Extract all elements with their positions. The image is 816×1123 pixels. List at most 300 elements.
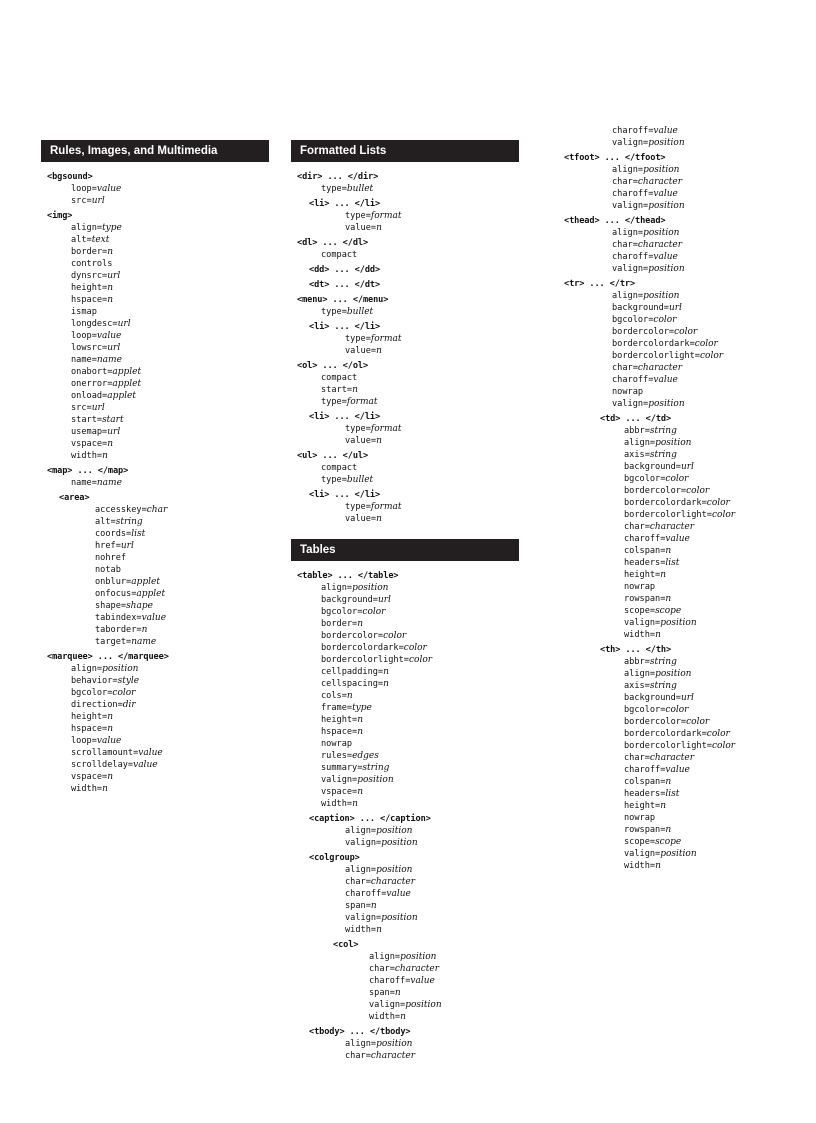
- attribute-value: applet: [112, 367, 142, 377]
- attribute-name: headers: [624, 789, 661, 799]
- attribute-value: list: [131, 529, 146, 539]
- attribute-value: position: [655, 438, 692, 448]
- attribute-name: align: [345, 865, 371, 875]
- equals-sign: =: [102, 391, 108, 401]
- attribute-name: bordercolor: [624, 717, 681, 727]
- equals-sign: =: [102, 283, 108, 293]
- attribute-value: applet: [107, 391, 136, 401]
- element-tag: [558, 278, 798, 290]
- attribute-entry: [41, 588, 269, 600]
- attribute-entry: [291, 333, 519, 345]
- attribute-name: src: [71, 196, 87, 206]
- attribute-entry: [558, 776, 798, 788]
- attribute-value: string: [649, 657, 677, 667]
- attribute-name: height: [321, 715, 353, 725]
- attribute-value: value: [141, 613, 167, 623]
- attribute-entry: [41, 402, 269, 414]
- equals-sign: =: [680, 486, 687, 496]
- attribute-entry: [41, 390, 269, 402]
- element-tag: [291, 198, 519, 210]
- attribute-value: position: [648, 264, 685, 274]
- attribute-value: style: [117, 676, 140, 686]
- attribute-name: border: [321, 619, 353, 629]
- attribute-name: align: [612, 228, 638, 238]
- attribute-value: n: [107, 712, 114, 722]
- attribute-entry: [558, 557, 798, 569]
- attribute-value: character: [649, 753, 695, 763]
- attribute-name: align: [624, 669, 650, 679]
- attribute-entry: [558, 497, 798, 509]
- attribute-name: summary: [321, 763, 358, 773]
- attribute-name: scope: [624, 606, 650, 616]
- attribute-name: valign: [612, 201, 644, 211]
- attribute-value: color: [112, 688, 136, 698]
- equals-sign: =: [649, 669, 656, 679]
- equals-sign: =: [91, 355, 97, 365]
- attribute-name: valign: [624, 849, 656, 859]
- attribute-entry: [41, 636, 269, 648]
- attribute-name: value: [345, 223, 371, 233]
- attribute-value: n: [383, 679, 389, 689]
- element-tag: [291, 939, 519, 951]
- equals-sign: =: [675, 693, 681, 703]
- element-tag: [291, 171, 519, 183]
- equals-sign: =: [376, 913, 382, 923]
- element-tag: [41, 465, 269, 477]
- attribute-value: string: [362, 763, 390, 773]
- attribute-name: bordercolorlight: [321, 655, 404, 665]
- equals-sign: =: [346, 703, 353, 713]
- tag-name: <dir> ... </dir>: [297, 172, 379, 182]
- attribute-entry: [558, 425, 798, 437]
- attribute-name: compact: [321, 373, 358, 383]
- attribute-name: nowrap: [624, 813, 656, 823]
- attribute-value: position: [357, 775, 394, 785]
- equals-sign: =: [365, 502, 371, 512]
- tag-name: <dt> ... </dt>: [309, 280, 381, 290]
- attribute-entry: [291, 726, 519, 738]
- attribute-name: headers: [624, 558, 661, 568]
- equals-sign: =: [91, 736, 97, 746]
- attribute-entry: [291, 876, 519, 888]
- attribute-name: value: [345, 514, 371, 524]
- equals-sign: =: [660, 705, 666, 715]
- attribute-entry: [291, 888, 519, 900]
- attribute-entry: [41, 711, 269, 723]
- attribute-value: n: [107, 295, 114, 305]
- attribute-value: character: [394, 964, 440, 974]
- attribute-name: cellspacing: [321, 679, 378, 689]
- attribute-entry: [291, 384, 519, 396]
- attribute-name: behavior: [71, 676, 113, 686]
- equals-sign: =: [107, 379, 113, 389]
- equals-sign: =: [370, 865, 377, 875]
- attribute-value: value: [96, 331, 122, 341]
- attribute-value: list: [665, 558, 680, 568]
- attribute-name: charoff: [612, 375, 649, 385]
- attribute-name: axis: [624, 681, 645, 691]
- attribute-value: type: [102, 223, 122, 233]
- attribute-value: n: [107, 772, 114, 782]
- attribute-value: n: [376, 346, 382, 356]
- equals-sign: =: [403, 655, 409, 665]
- attribute-name: bgcolor: [612, 315, 649, 325]
- tag-name: <marquee> ... </marquee>: [47, 652, 169, 662]
- attribute-name: alt: [95, 517, 111, 527]
- attribute-name: valign: [612, 399, 644, 409]
- attribute-name: char: [612, 240, 633, 250]
- tag-name: <menu> ... </menu>: [297, 295, 389, 305]
- attribute-name: compact: [321, 250, 358, 260]
- attribute-entry: [41, 516, 269, 528]
- attribute-entry: [41, 195, 269, 207]
- attribute-entry: [291, 594, 519, 606]
- element-tag: [291, 570, 519, 582]
- equals-sign: =: [110, 517, 116, 527]
- attribute-value: url: [680, 693, 694, 703]
- attribute-value: string: [649, 450, 677, 460]
- attribute-name: loop: [71, 184, 92, 194]
- attribute-name: frame: [321, 703, 347, 713]
- attribute-value: url: [91, 196, 105, 206]
- equals-sign: =: [660, 558, 666, 568]
- attribute-value: shape: [126, 601, 153, 611]
- attribute-entry: [41, 438, 269, 450]
- element-tag: [291, 237, 519, 249]
- attribute-name: controls: [71, 259, 113, 269]
- attribute-value: name: [96, 355, 122, 365]
- equals-sign: =: [341, 184, 347, 194]
- attribute-value: n: [655, 861, 661, 871]
- attribute-name: width: [321, 799, 347, 809]
- attribute-entry: [558, 251, 798, 263]
- equals-sign: =: [660, 777, 666, 787]
- attribute-entry: [558, 137, 798, 149]
- attribute-entry: [558, 449, 798, 461]
- attribute-entry: [291, 1050, 519, 1062]
- attribute-name: onblur: [95, 577, 127, 587]
- attribute-value: value: [653, 189, 678, 199]
- attribute-entry: [41, 771, 269, 783]
- attribute-name: type: [321, 397, 342, 407]
- equals-sign: =: [126, 577, 132, 587]
- attribute-entry: [41, 783, 269, 795]
- equals-sign: =: [644, 522, 650, 532]
- attribute-value: color: [665, 474, 689, 484]
- equals-sign: =: [377, 631, 384, 641]
- attribute-value: color: [711, 741, 736, 751]
- attribute-name: valign: [612, 264, 644, 274]
- equals-sign: =: [706, 741, 712, 751]
- equals-sign: =: [643, 264, 649, 274]
- equals-sign: =: [643, 138, 649, 148]
- attribute-name: valign: [624, 618, 656, 628]
- equals-sign: =: [637, 228, 644, 238]
- attribute-value: value: [96, 736, 122, 746]
- attribute-name: type: [345, 211, 366, 221]
- equals-sign: =: [377, 679, 384, 689]
- attribute-entry: [291, 474, 519, 486]
- attribute-name: rowspan: [624, 594, 661, 604]
- equals-sign: =: [102, 343, 108, 353]
- tag-name: <tfoot> ... </tfoot>: [564, 153, 666, 163]
- attribute-value: string: [115, 517, 143, 527]
- attribute-entry: [291, 825, 519, 837]
- attribute-value: n: [141, 625, 148, 635]
- attribute-value: dir: [122, 700, 136, 710]
- attribute-value: n: [660, 570, 667, 580]
- attribute-name: width: [624, 630, 650, 640]
- attribute-name: span: [345, 901, 366, 911]
- attribute-name: abbr: [624, 657, 645, 667]
- attribute-name: align: [345, 1039, 371, 1049]
- attribute-value: position: [648, 138, 685, 148]
- attribute-name: char: [624, 753, 645, 763]
- attribute-entry: [558, 740, 798, 752]
- equals-sign: =: [660, 534, 666, 544]
- attribute-name: charoff: [624, 765, 661, 775]
- tag-name: <tbody> ... </tbody>: [309, 1027, 411, 1037]
- equals-sign: =: [649, 606, 656, 616]
- attribute-name: cols: [321, 691, 342, 701]
- attribute-entry: [291, 642, 519, 654]
- equals-sign: =: [102, 427, 108, 437]
- attribute-entry: [291, 702, 519, 714]
- attribute-name: name: [71, 478, 92, 488]
- attribute-value: value: [133, 760, 158, 770]
- attribute-value: url: [107, 271, 121, 281]
- equals-sign: =: [648, 315, 654, 325]
- element-tag: [291, 321, 519, 333]
- attribute-value: value: [653, 252, 678, 262]
- attribute-value: format: [370, 334, 402, 344]
- attribute-entry: [41, 600, 269, 612]
- attribute-entry: [558, 362, 798, 374]
- attribute-entry: [291, 210, 519, 222]
- attribute-value: format: [370, 424, 402, 434]
- equals-sign: =: [91, 184, 97, 194]
- attribute-name: bordercolor: [612, 327, 669, 337]
- attribute-name: height: [71, 712, 103, 722]
- attribute-value: color: [403, 643, 427, 653]
- attribute-entry: [41, 504, 269, 516]
- attribute-entry: [41, 330, 269, 342]
- attribute-value: name: [96, 478, 122, 488]
- attribute-name: taborder: [95, 625, 137, 635]
- attribute-entry: [41, 354, 269, 366]
- attribute-value: n: [346, 691, 353, 701]
- equals-sign: =: [341, 475, 347, 485]
- attribute-name: bordercolor: [624, 486, 681, 496]
- attribute-name: hspace: [321, 727, 353, 737]
- attribute-name: shape: [95, 601, 121, 611]
- attribute-entry: [291, 306, 519, 318]
- attribute-name: loop: [71, 331, 92, 341]
- attribute-name: value: [345, 436, 371, 446]
- attribute-value: n: [383, 667, 389, 677]
- attribute-name: type: [345, 502, 366, 512]
- attribute-value: url: [377, 595, 391, 605]
- attribute-value: n: [665, 594, 672, 604]
- equals-sign: =: [107, 367, 113, 377]
- attribute-name: scope: [624, 837, 650, 847]
- attribute-name: align: [369, 952, 395, 962]
- attribute-entry: [41, 540, 269, 552]
- attribute-entry: [291, 372, 519, 384]
- attribute-entry: [41, 687, 269, 699]
- attribute-value: n: [107, 439, 114, 449]
- tag-name: <table> ... </table>: [297, 571, 399, 581]
- attribute-name: direction: [71, 700, 118, 710]
- attribute-value: n: [660, 801, 667, 811]
- attribute-name: nohref: [95, 553, 127, 563]
- equals-sign: =: [91, 478, 97, 488]
- attribute-name: usemap: [71, 427, 103, 437]
- attribute-entry: [291, 738, 519, 750]
- equals-sign: =: [644, 450, 650, 460]
- attribute-entry: [558, 545, 798, 557]
- attribute-value: url: [120, 541, 134, 551]
- attribute-entry: [558, 398, 798, 410]
- element-tag: [41, 651, 269, 663]
- equals-sign: =: [680, 717, 687, 727]
- equals-sign: =: [131, 589, 137, 599]
- equals-sign: =: [660, 765, 666, 775]
- attribute-value: applet: [112, 379, 142, 389]
- element-tag: [41, 492, 269, 504]
- attribute-entry: [291, 423, 519, 435]
- equals-sign: =: [365, 877, 371, 887]
- attribute-name: bordercolordark: [612, 339, 690, 349]
- equals-sign: =: [102, 712, 108, 722]
- attribute-value: position: [376, 826, 413, 836]
- attribute-value: n: [376, 223, 382, 233]
- equals-sign: =: [701, 729, 707, 739]
- attribute-entry: [291, 513, 519, 525]
- equals-sign: =: [668, 327, 675, 337]
- element-tag: [291, 360, 519, 372]
- equals-sign: =: [643, 399, 649, 409]
- attribute-name: char: [369, 964, 390, 974]
- tag-name: <dd> ... </dd>: [309, 265, 381, 275]
- attribute-entry: [41, 723, 269, 735]
- attribute-entry: [558, 326, 798, 338]
- attribute-value: character: [637, 177, 683, 187]
- element-tag: [291, 813, 519, 825]
- attribute-name: bordercolordark: [624, 729, 702, 739]
- attribute-value: bullet: [346, 475, 374, 485]
- attribute-value: value: [386, 889, 411, 899]
- tag-name: <tr> ... </tr>: [564, 279, 636, 289]
- attribute-value: scope: [655, 837, 682, 847]
- equals-sign: =: [376, 838, 382, 848]
- attribute-entry: [558, 374, 798, 386]
- attribute-entry: [41, 426, 269, 438]
- attribute-entry: [558, 227, 798, 239]
- attribute-name: char: [612, 363, 633, 373]
- attribute-value: applet: [136, 589, 166, 599]
- equals-sign: =: [694, 351, 700, 361]
- attribute-entry: [41, 735, 269, 747]
- attribute-entry: [558, 860, 798, 872]
- equals-sign: =: [644, 681, 650, 691]
- equals-sign: =: [637, 165, 644, 175]
- equals-sign: =: [660, 594, 666, 604]
- equals-sign: =: [102, 724, 108, 734]
- attribute-value: url: [117, 319, 131, 329]
- equals-sign: =: [96, 451, 103, 461]
- attribute-value: n: [357, 619, 364, 629]
- equals-sign: =: [352, 727, 358, 737]
- attribute-value: character: [370, 877, 416, 887]
- attribute-name: start: [321, 385, 347, 395]
- equals-sign: =: [649, 837, 656, 847]
- equals-sign: =: [655, 570, 661, 580]
- attribute-entry: [291, 1011, 519, 1023]
- attribute-name: nowrap: [624, 582, 656, 592]
- attribute-entry: [558, 656, 798, 668]
- attribute-entry: [41, 366, 269, 378]
- attribute-entry: [558, 629, 798, 641]
- attribute-value: position: [648, 201, 685, 211]
- element-tag: [558, 215, 798, 227]
- equals-sign: =: [102, 772, 108, 782]
- attribute-name: value: [345, 346, 371, 356]
- attribute-name: height: [624, 801, 656, 811]
- attribute-value: position: [660, 618, 697, 628]
- attribute-name: scrollamount: [71, 748, 134, 758]
- attribute-name: onload: [71, 391, 103, 401]
- equals-sign: =: [648, 375, 654, 385]
- attribute-entry: [291, 714, 519, 726]
- attribute-entry: [558, 125, 798, 137]
- attribute-entry: [558, 188, 798, 200]
- equals-sign: =: [644, 753, 650, 763]
- attribute-name: colspan: [624, 546, 661, 556]
- attribute-entry: [291, 690, 519, 702]
- attribute-entry: [41, 234, 269, 246]
- attribute-entry: [558, 605, 798, 617]
- equals-sign: =: [102, 247, 108, 257]
- equals-sign: =: [112, 319, 118, 329]
- attribute-name: bordercolordark: [321, 643, 399, 653]
- attribute-name: target: [95, 637, 127, 647]
- attribute-name: src: [71, 403, 87, 413]
- attribute-name: nowrap: [321, 739, 353, 749]
- attribute-entry: [558, 836, 798, 848]
- equals-sign: =: [357, 763, 363, 773]
- equals-sign: =: [400, 1000, 406, 1010]
- attribute-value: n: [376, 436, 382, 446]
- equals-sign: =: [86, 196, 92, 206]
- attribute-name: span: [369, 988, 390, 998]
- attribute-entry: [558, 668, 798, 680]
- attribute-name: loop: [71, 736, 92, 746]
- attribute-entry: [558, 509, 798, 521]
- attribute-entry: [558, 752, 798, 764]
- attribute-entry: [291, 864, 519, 876]
- attribute-name: width: [71, 784, 97, 794]
- attribute-name: align: [612, 165, 638, 175]
- equals-sign: =: [701, 498, 707, 508]
- attribute-name: notab: [95, 565, 121, 575]
- attribute-name: background: [321, 595, 373, 605]
- section-heading-lists: Formatted Lists: [291, 140, 519, 162]
- attribute-entry: [41, 624, 269, 636]
- attribute-entry: [291, 582, 519, 594]
- attribute-entry: [558, 263, 798, 275]
- attribute-value: bullet: [346, 307, 374, 317]
